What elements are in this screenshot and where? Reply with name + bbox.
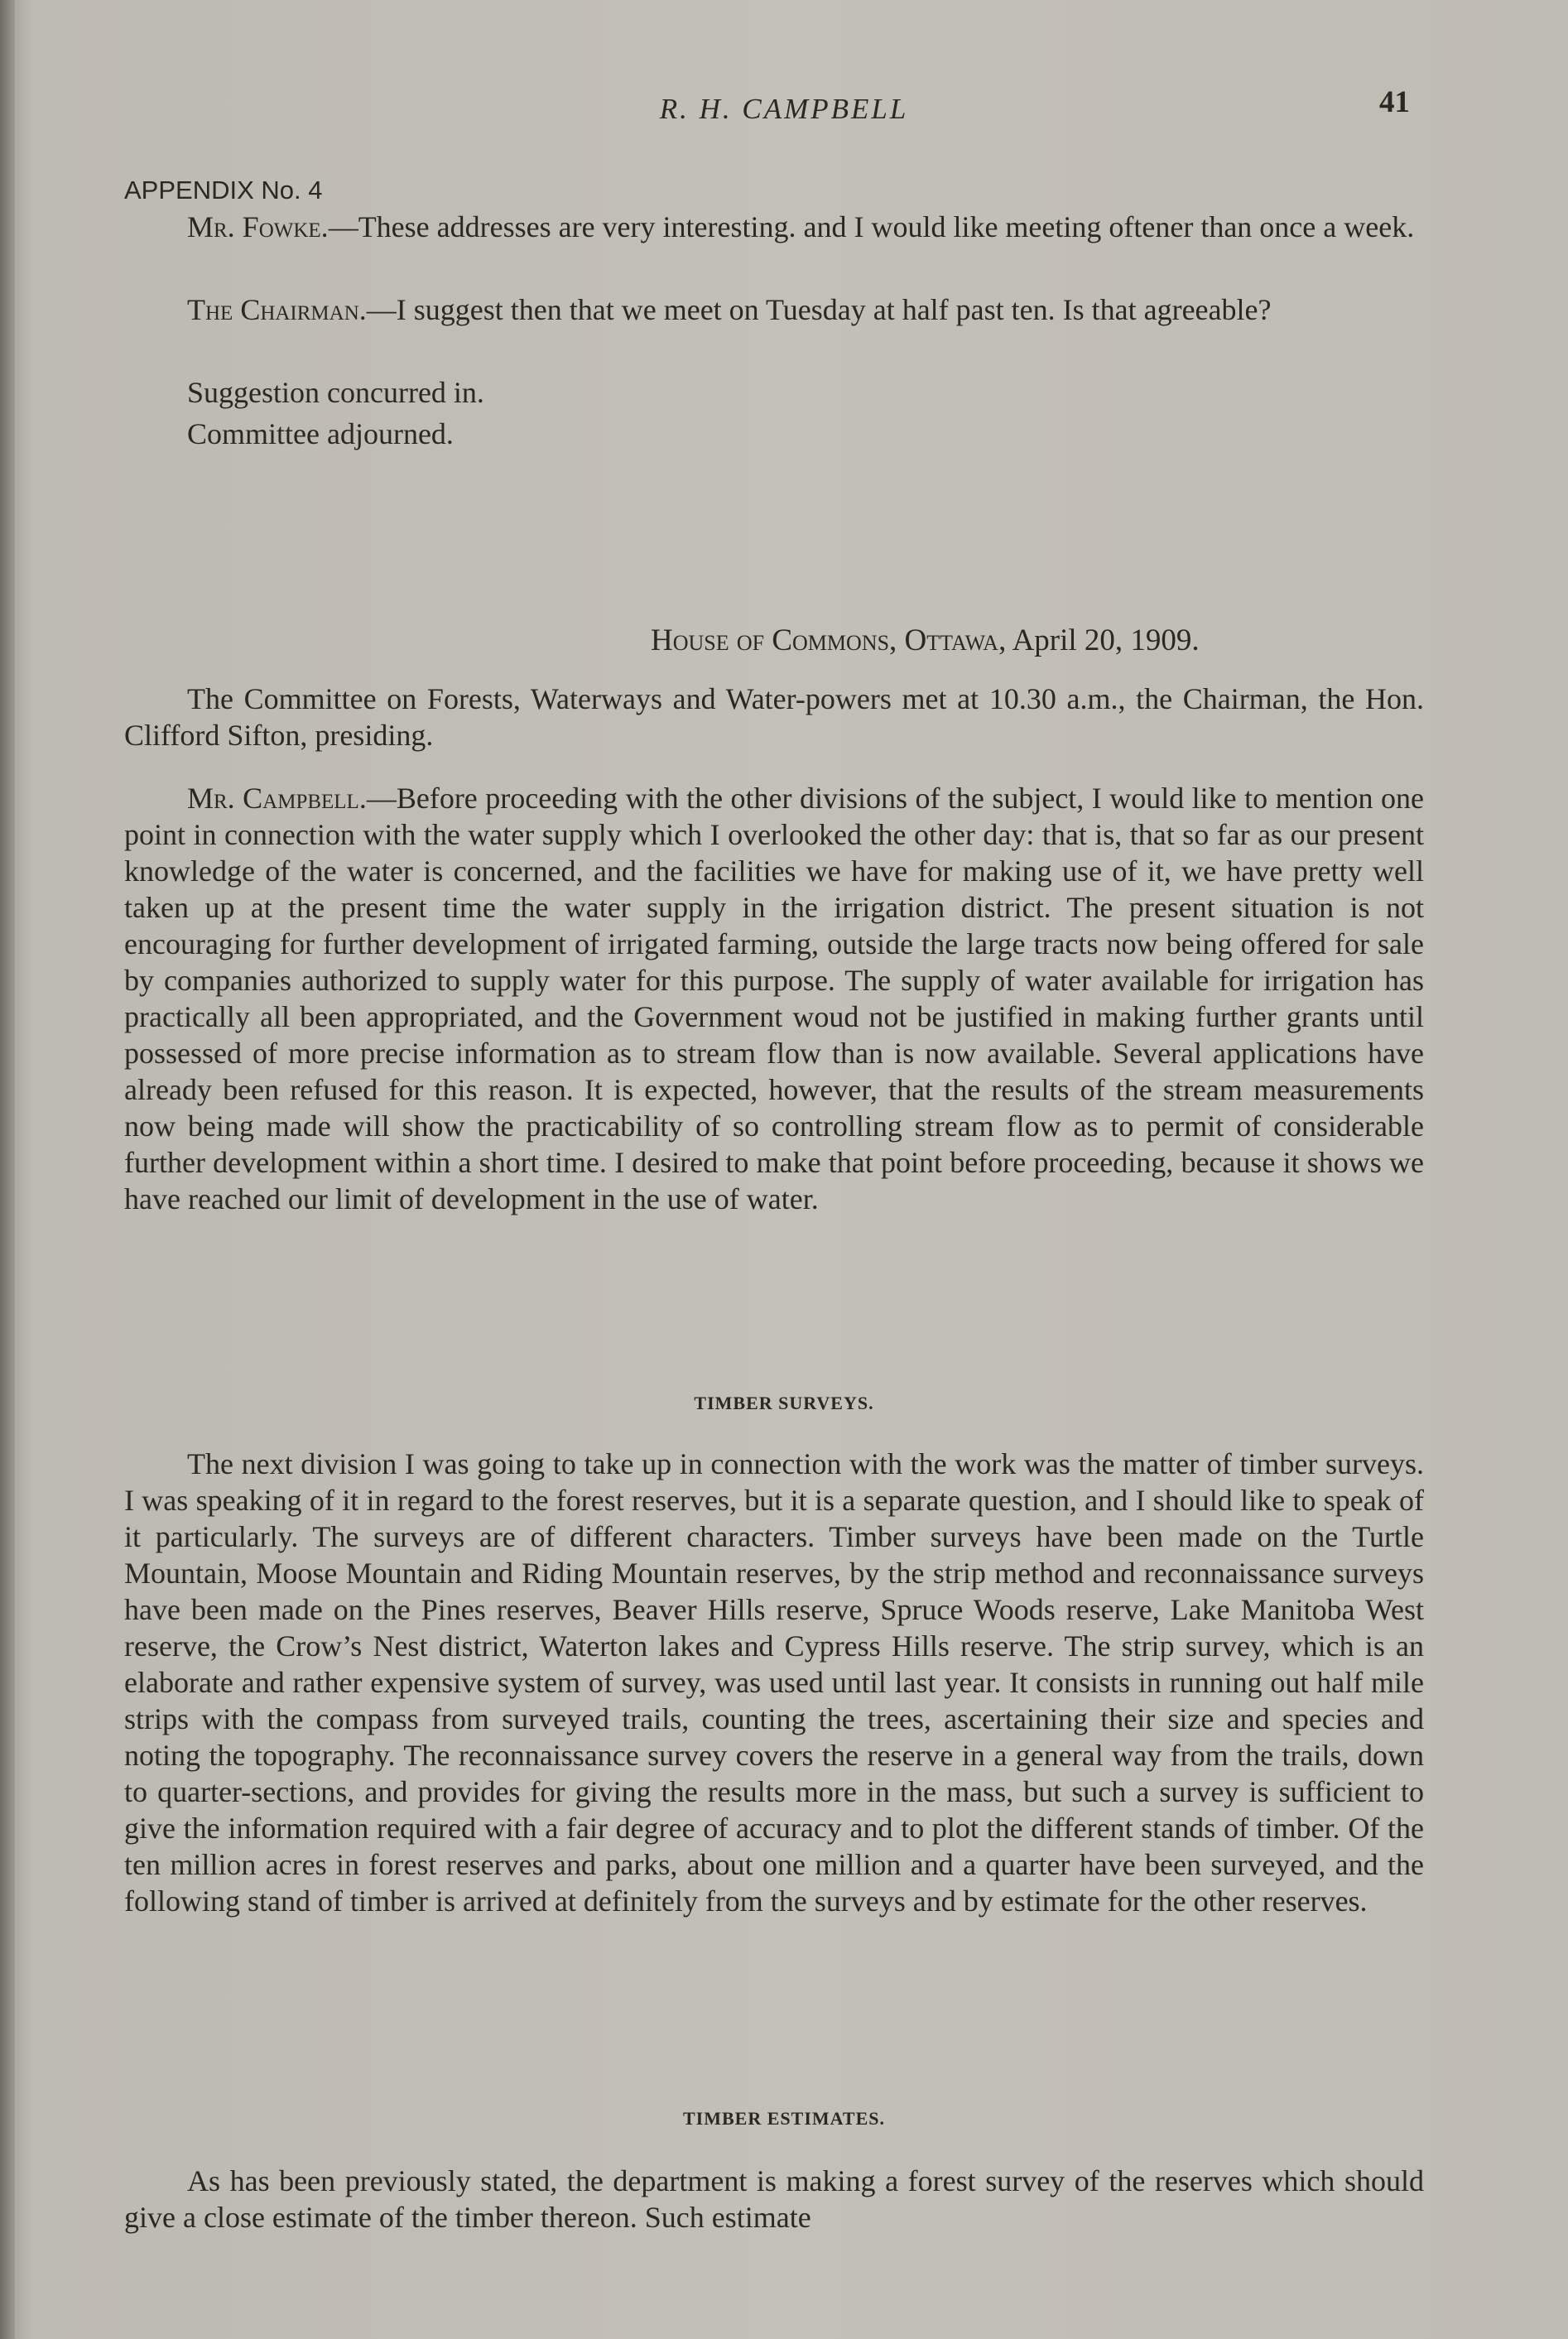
speaker-name: The Chairman.	[187, 293, 367, 326]
page-number: 41	[1379, 85, 1410, 119]
speaker-name: Mr. Fowke.	[187, 210, 329, 243]
paragraph-adjourned: Committee adjourned.	[187, 417, 454, 450]
paragraph-suggestion: Suggestion concurred in.	[187, 376, 484, 409]
running-head: R. H. CAMPBELL	[659, 93, 909, 125]
paragraph-campbell	[124, 780, 1424, 1217]
paragraph-timber-estimates: As has been previously stated, the department is making a forest survey of the reserves which should give a close estimate of the timber thereon. Such estimate	[124, 2164, 1424, 2234]
session-dateline	[651, 623, 1200, 658]
section-heading-timber-estimates: TIMBER ESTIMATES.	[683, 2108, 885, 2129]
appendix-label: APPENDIX No. 4	[124, 176, 323, 205]
paragraph-text: —These addresses are very interesting. and I would like meeting oftener than once a week.	[328, 210, 1415, 243]
paragraph-fowke	[124, 209, 1424, 245]
paragraph-chairman	[124, 291, 1424, 328]
dateline-place: House of Commons, Ottawa,	[651, 623, 1007, 657]
paragraph-timber-surveys: The next division I was going to take up in connection with the work was the matter of timber surveys. I was speaking of it in regard to the forest reserves, but it is a separate question, and I should like to speak of it particularly. The surveys are of different characters. Timber surveys have been made on the Turtle Mountain, Moose Mountain and Riding Mountain reserves, by the strip method and reconnaissance surveys have been made on the Pines reserves, Beaver Hills reserve, Spruce Woods reserve, Lake Manitoba West reserve, the Crow’s Nest district, Waterton lakes and Cypress Hills reserve. The strip survey, which is an elaborate and rather expensive system of survey, was used until last year. It consists in running out half mile strips with the compass from surveyed trails, counting the trees, ascertaining their size and species and noting the topography. The reconnaissance survey covers the reserve in a general way from the trails, down to quarter-sections, and provides for giving the results more in the mass, but such a survey is sufficient to give the information required with a fair degree of accuracy and to plot the different stands of timber. Of the ten million acres in forest reserves and parks, about one million and a quarter have been surveyed, and the following stand of timber is arrived at definitely from the surveys and by estimate for the other reserves.	[124, 1447, 1424, 1918]
paragraph-text: —I suggest then that we meet on Tuesday at half past ten. Is that agreeable?	[366, 293, 1272, 326]
dateline-date: April 20, 1909.	[1012, 623, 1200, 657]
section-heading-timber-surveys: TIMBER SURVEYS.	[694, 1393, 874, 1413]
paragraph-text: —Before proceeding with the other divisions of the subject, I would like to mention one point in connection with the water supply which I overlooked the other day: that is, that so far as our present knowledge of the water is concerned, and the facilities we have for making use of it, we have pretty well taken up at the present time the water supply in the irrigation district. The present situation is not encouraging for further development of irrigated farming, outside the large tracts now being offered for sale by companies authorized to supply water for this purpose. The supply of water available for irrigation has practically all been appropriated, and the Government woud not be justified in making further grants until possessed of more precise information as to stream flow than is now available. Several applications have already been refused for this reason. It is expected, however, that the results of the stream measurements now being made will show the practicability of so controlling stream flow as to permit of considerable further development within a short time. I desired to make that point before proceeding, because it shows we have reached our limit of development in the use of water.	[124, 782, 1424, 1215]
paragraph-committee-met: The Committee on Forests, Waterways and Water-powers met at 10.30 a.m., the Chairman, the Hon. Clifford Sifton, presiding.	[124, 682, 1424, 752]
speaker-name: Mr. Campbell.	[187, 782, 367, 815]
page-binding-edge	[0, 0, 15, 2339]
